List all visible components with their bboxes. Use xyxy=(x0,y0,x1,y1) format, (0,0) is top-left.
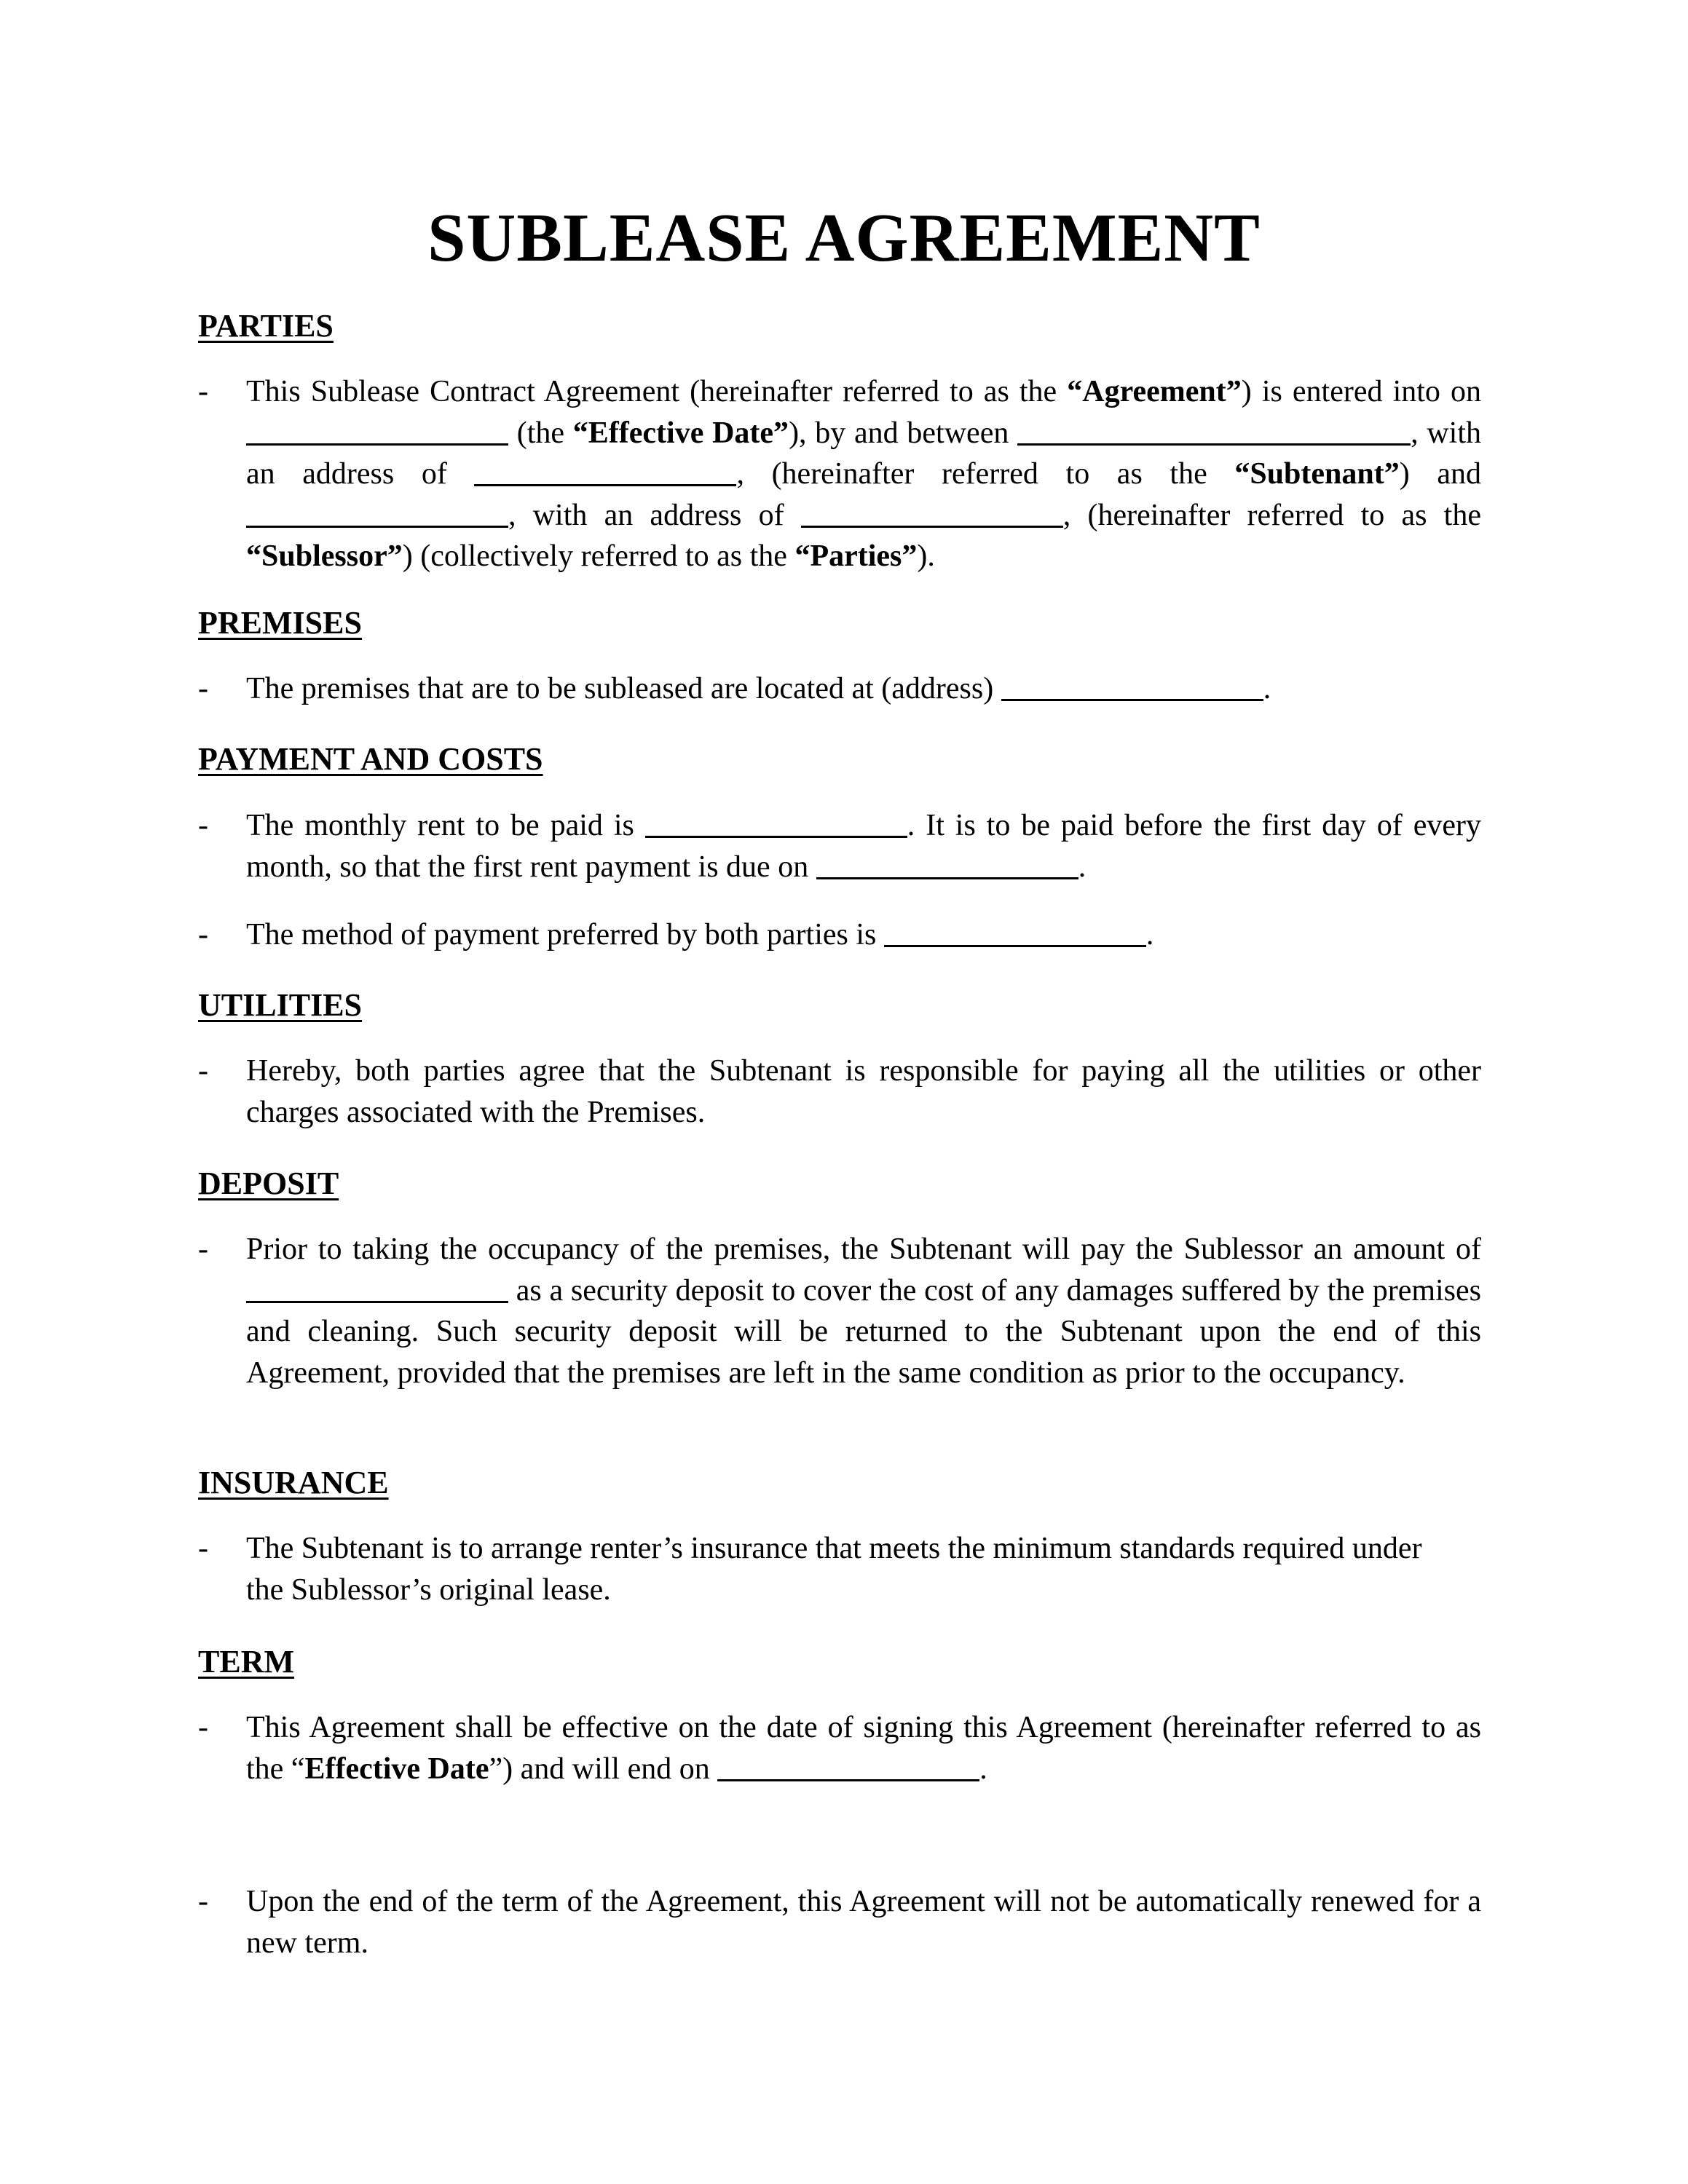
bullet-dash: - xyxy=(198,1233,208,1266)
utilities-paragraph: - Hereby, both parties agree that the Subtenant is responsible for paying all the utilities or other charges associated with the Premises. xyxy=(198,1051,1481,1133)
heading-parties: PARTIES xyxy=(198,308,334,344)
first-payment-date-blank[interactable] xyxy=(816,847,1078,879)
payment-method-paragraph: - The method of payment preferred by both parties is . xyxy=(198,914,1481,956)
sublessor-name-blank[interactable] xyxy=(246,495,508,528)
term-renewal-paragraph: - Upon the end of the term of the Agreement, this Agreement will not be automatically renewed for a new term. xyxy=(198,1881,1481,1963)
deposit-amount-blank[interactable] xyxy=(246,1270,508,1303)
end-date-blank[interactable] xyxy=(717,1749,979,1781)
parties-term: “Parties” xyxy=(794,539,918,573)
bullet-dash: - xyxy=(198,375,208,408)
bullet-dash: - xyxy=(198,1711,208,1744)
heading-utilities: UTILITIES xyxy=(198,987,363,1023)
heading-payment: PAYMENT AND COSTS xyxy=(198,741,543,777)
sublessor-term: “Sublessor” xyxy=(246,539,403,573)
agreement-term: “Agreement” xyxy=(1067,375,1242,408)
heading-premises: PREMISES xyxy=(198,605,362,641)
payment-method-blank[interactable] xyxy=(884,914,1146,947)
insurance-paragraph: - The Subtenant is to arrange renter’s insurance that meets the minimum standards required under the Sublessor’s original lease. xyxy=(198,1528,1481,1610)
subtenant-name-blank[interactable] xyxy=(1017,413,1411,446)
term-effective-paragraph: - This Agreement shall be effective on the date of signing this Agreement (hereinafter referred to as the “Effective Date”) and will end on . xyxy=(198,1707,1481,1789)
sublessor-address-blank[interactable] xyxy=(801,495,1063,528)
monthly-rent-blank[interactable] xyxy=(645,805,907,838)
bullet-dash: - xyxy=(198,1885,208,1918)
payment-rent-paragraph: - The monthly rent to be paid is . It is to be paid before the first day of every month, so that the first rent payment is due on . xyxy=(198,805,1481,887)
deposit-paragraph: - Prior to taking the occupancy of the premises, the Subtenant will pay the Sublessor an amount of as a security deposit to cover the cost of any damages suffered by the premises and cleaning. Such security deposit will be returned to the Subtenant upon the end of this Agreement, provided that the premises are left in the same condition as prior to the occupancy. xyxy=(198,1229,1481,1393)
premises-paragraph: - The premises that are to be subleased are located at (address) . xyxy=(198,668,1481,710)
subtenant-term: “Subtenant” xyxy=(1234,457,1400,491)
bullet-dash: - xyxy=(198,672,208,705)
heading-term: TERM xyxy=(198,1644,294,1679)
effective-date-term-2: Effective Date xyxy=(304,1752,489,1786)
document-title: SUBLEASE AGREEMENT xyxy=(427,200,1261,276)
heading-deposit: DEPOSIT xyxy=(198,1166,339,1201)
subtenant-address-blank[interactable] xyxy=(474,454,736,486)
bullet-dash: - xyxy=(198,809,208,842)
bullet-dash: - xyxy=(198,918,208,951)
effective-date-blank[interactable] xyxy=(246,413,508,446)
heading-insurance: INSURANCE xyxy=(198,1465,389,1500)
bullet-dash: - xyxy=(198,1054,208,1088)
effective-date-term: “Effective Date” xyxy=(572,416,789,450)
premises-address-blank[interactable] xyxy=(1001,668,1263,701)
parties-paragraph: - This Sublease Contract Agreement (hereinafter referred to as the “Agreement”) is entered into on (the “Effective Date”), by and between , with an address of , (hereinafter referred to as the “Subtenant”) and , with an address of , (hereinafter referred to as the “Sublessor”) (collectively referred to as the “Parties”). xyxy=(198,371,1481,577)
bullet-dash: - xyxy=(198,1532,208,1565)
